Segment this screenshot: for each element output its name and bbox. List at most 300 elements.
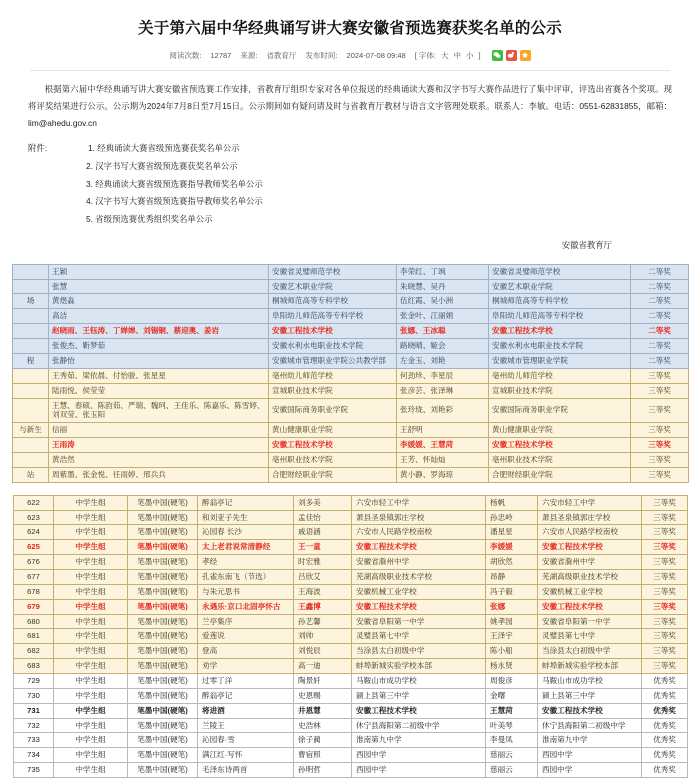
body-paragraph: 根据第六届中华经典诵写讲大赛安徽省预选赛工作安排，省教育厅组织专家对各单位报送的经典诵读大赛和汉字书写大赛作品进行了集中评审，评选出省赛各个奖项。现将评奖结果进行公示。公示期为2024年7月8日至7月15日。公示期间如有疑问请及时与省教育厅教材与语言文字管理处联系。联系人：李敏。电话：0551-62831855，邮箱：lim@ahedu.gov.cn (28, 83, 672, 129)
school-cell: 安徽工程技术学校 (352, 703, 486, 718)
teacher-name-cell: 慈丽云 (486, 763, 538, 778)
category-cell: 笔墨中国(硬笔) (128, 718, 198, 733)
leftcut-cell (13, 279, 49, 294)
school-cell: 安徽省滁州中学 (352, 555, 486, 570)
award-table-1 (12, 264, 689, 483)
leftcut-cell (13, 438, 49, 453)
award-table-2 (13, 495, 688, 778)
table-row (13, 294, 689, 309)
author-name-cell: 徐子蔺 (294, 733, 352, 748)
article-header (0, 0, 700, 71)
author-name-cell: 吕欣艾 (294, 569, 352, 584)
work-title-cell: 爱莲说 (198, 629, 294, 644)
author-name-cell: 刘多美 (294, 495, 352, 510)
author-name-cell: 王鑫博 (294, 599, 352, 614)
group-cell: 中学生组 (54, 629, 128, 644)
participant-names-cell: 张静怡 (49, 353, 269, 368)
school-cell: 西园中学 (352, 748, 486, 763)
participant-unit-cell: 安徽水利水电职业技术学院 (269, 339, 397, 354)
attachment-row-3 (58, 176, 672, 194)
participant-unit-cell: 黄山健康职业学院 (269, 423, 397, 438)
entry-number-cell: 735 (14, 763, 54, 778)
category-cell: 笔墨中国(硬笔) (128, 599, 198, 614)
teacher-school-cell: 灵璧县第七中学 (538, 629, 642, 644)
award-level-cell: 三等奖 (631, 467, 689, 482)
school-cell: 当涂县太白初级中学 (352, 644, 486, 659)
teacher-names-cell: 张娜、王冰聪 (397, 324, 489, 339)
work-title-cell: 兰陵王 (198, 718, 294, 733)
work-title-cell: 醉翁亭记 (198, 495, 294, 510)
participant-names-cell: 王雨涛 (49, 438, 269, 453)
participant-names-cell: 赵晓雨、王钰涛、丁婵婵、刘锡铜、蔡迎奥、姜岩 (49, 324, 269, 339)
share-icon-group[interactable] (492, 50, 531, 61)
teacher-name-cell: 叶美琴 (486, 718, 538, 733)
source-value: 省教育厅 (266, 50, 297, 60)
table-row (14, 584, 688, 599)
table-row (13, 264, 689, 279)
category-cell: 笔墨中国(硬笔) (128, 629, 198, 644)
award-level-cell: 三等奖 (631, 398, 689, 423)
table-row (14, 718, 688, 733)
category-cell: 笔墨中国(硬笔) (128, 495, 198, 510)
group-cell: 中学生组 (54, 659, 128, 674)
award-level-cell: 二等奖 (631, 353, 689, 368)
school-cell: 安徽机械工业学校 (352, 584, 486, 599)
award-level-cell: 三等奖 (642, 495, 688, 510)
participant-unit-cell: 亳州职业技术学院 (269, 452, 397, 467)
teacher-unit-cell: 安徽国际商务职业学院 (489, 398, 631, 423)
teacher-unit-cell: 阜阳幼儿师范高等专科学校 (489, 309, 631, 324)
teacher-school-cell: 蚌埠新城实验学校本部 (538, 659, 642, 674)
award-level-cell: 三等奖 (642, 629, 688, 644)
teacher-name-cell: 李曼凤 (486, 733, 538, 748)
participant-names-cell: 王秀茹、梁依晨、付怡骏、张星星 (49, 368, 269, 383)
wechat-share-icon[interactable] (492, 50, 503, 61)
table-row (13, 339, 689, 354)
table-row (14, 659, 688, 674)
work-title-cell: 登高 (198, 644, 294, 659)
award-level-cell: 二等奖 (631, 309, 689, 324)
author-name-cell: 曹宿照 (294, 748, 352, 763)
table-row (13, 438, 689, 453)
leftcut-cell (13, 452, 49, 467)
teacher-name-cell: 昂静 (486, 569, 538, 584)
category-cell: 笔墨中国(硬笔) (128, 659, 198, 674)
teacher-unit-cell: 宣城职业技术学院 (489, 383, 631, 398)
table-row (14, 569, 688, 584)
award-level-cell: 二等奖 (631, 264, 689, 279)
article-body (0, 81, 700, 254)
leftcut-cell (13, 309, 49, 324)
teacher-school-cell: 西园中学 (538, 763, 642, 778)
teacher-school-cell: 安徽省阜阳第一中学 (538, 614, 642, 629)
award-level-cell: 优秀奖 (642, 748, 688, 763)
participant-unit-cell: 合肥财经职业学院 (269, 467, 397, 482)
school-cell: 六安市人民路学校南校 (352, 525, 486, 540)
work-title-cell: 醉翁亭记 (198, 688, 294, 703)
leftcut-cell: 与新生 (13, 423, 49, 438)
table-row (13, 368, 689, 383)
award-level-cell: 二等奖 (631, 324, 689, 339)
participant-names-cell: 高洁 (49, 309, 269, 324)
table-row (14, 763, 688, 778)
work-title-cell: 将进酒 (198, 703, 294, 718)
work-title-cell: 毛泽东诗两首 (198, 763, 294, 778)
award-level-cell: 三等奖 (642, 569, 688, 584)
award-level-cell: 三等奖 (642, 540, 688, 555)
publish-value: 2024-07-08 09:48 (346, 50, 406, 60)
category-cell: 笔墨中国(硬笔) (128, 644, 198, 659)
author-name-cell: 高一迪 (294, 659, 352, 674)
teacher-school-cell: 马鞍山市成功学校 (538, 673, 642, 688)
group-cell: 中学生组 (54, 718, 128, 733)
entry-number-cell: 678 (14, 584, 54, 599)
school-cell: 安徽工程技术学校 (352, 540, 486, 555)
teacher-unit-cell: 桐城师范高等专科学校 (489, 294, 631, 309)
table-row (14, 510, 688, 525)
teacher-school-cell: 当涂县太白初级中学 (538, 644, 642, 659)
entry-number-cell: 679 (14, 599, 54, 614)
award-level-cell: 优秀奖 (642, 688, 688, 703)
group-cell: 中学生组 (54, 599, 128, 614)
entry-number-cell: 732 (14, 718, 54, 733)
award-level-cell: 三等奖 (631, 423, 689, 438)
table-row (14, 703, 688, 718)
attachment-row-2 (58, 158, 672, 176)
group-cell: 中学生组 (54, 525, 128, 540)
table-row (14, 540, 688, 555)
leftcut-cell (13, 339, 49, 354)
work-title-cell: 满江红·写怀 (198, 748, 294, 763)
font-size-medium-button[interactable]: 中 (453, 50, 462, 60)
teacher-name-cell: 周俊彦 (486, 673, 538, 688)
attachment-row-4 (58, 193, 672, 211)
award-level-cell: 三等奖 (642, 555, 688, 570)
group-cell: 中学生组 (54, 688, 128, 703)
school-cell: 淮南第九中学 (352, 733, 486, 748)
views-value: 12787 (210, 50, 232, 60)
work-title-cell: 沁园春 长沙 (198, 525, 294, 540)
signature: 安徽省教育厅 (561, 239, 612, 250)
teacher-names-cell: 黄小静、罗海琼 (397, 467, 489, 482)
teacher-names-cell: 路晓晴、姬会 (397, 339, 489, 354)
teacher-names-cell: 张玲珑、刘艳彩 (397, 398, 489, 423)
teacher-school-cell: 安徽工程技术学校 (538, 703, 642, 718)
attachment-label: 附件: (28, 143, 48, 154)
school-cell: 安徽工程技术学校 (352, 599, 486, 614)
attachment-item-2[interactable]: 2. 汉字书写大赛省级预选赛获奖名单公示 (86, 160, 238, 171)
table-row (14, 599, 688, 614)
table-row (14, 644, 688, 659)
group-cell: 中学生组 (54, 510, 128, 525)
group-cell: 中学生组 (54, 763, 128, 778)
school-cell: 萧县圣泉镇郭庄学校 (352, 510, 486, 525)
publish-label: 发布时间: (305, 50, 338, 60)
participant-unit-cell: 安徽工程技术学校 (269, 324, 397, 339)
table-row (13, 353, 689, 368)
entry-number-cell: 729 (14, 673, 54, 688)
teacher-school-cell: 安徽工程技术学校 (538, 599, 642, 614)
author-name-cell: 陶景轩 (294, 673, 352, 688)
entry-number-cell: 682 (14, 644, 54, 659)
leftcut-cell: 场 (13, 294, 49, 309)
category-cell: 笔墨中国(硬笔) (128, 673, 198, 688)
entry-number-cell: 731 (14, 703, 54, 718)
font-size-close-bracket: ] (478, 50, 481, 60)
teacher-unit-cell: 亳州幼儿师范学校 (489, 368, 631, 383)
school-cell: 灵璧县第七中学 (352, 629, 486, 644)
teacher-name-cell: 金曙 (486, 688, 538, 703)
leftcut-cell: 站 (13, 467, 49, 482)
teacher-school-cell: 休宁县海阳第二初级中学 (538, 718, 642, 733)
category-cell: 笔墨中国(硬笔) (128, 540, 198, 555)
participant-names-cell: 黄煜淼 (49, 294, 269, 309)
table-row (13, 279, 689, 294)
entry-number-cell: 622 (14, 495, 54, 510)
teacher-unit-cell: 安徽水利水电职业技术学院 (489, 339, 631, 354)
views-label: 阅读次数: (169, 50, 202, 60)
category-cell: 笔墨中国(硬笔) (128, 748, 198, 763)
entry-number-cell: 730 (14, 688, 54, 703)
teacher-school-cell: 淮南第九中学 (538, 733, 642, 748)
entry-number-cell: 683 (14, 659, 54, 674)
teacher-school-cell: 安徽工程技术学校 (538, 540, 642, 555)
author-name-cell: 井恩慧 (294, 703, 352, 718)
teacher-name-cell: 冯子毅 (486, 584, 538, 599)
participant-unit-cell: 亳州幼儿师范学校 (269, 368, 397, 383)
attachment-list (28, 140, 672, 228)
participant-unit-cell: 安徽艺术职业学院 (269, 279, 397, 294)
table-row (14, 733, 688, 748)
participant-unit-cell: 安徽国际商务职业学院 (269, 398, 397, 423)
author-name-cell: 孙明哲 (294, 763, 352, 778)
table-row (14, 555, 688, 570)
participant-unit-cell: 宣城职业技术学院 (269, 383, 397, 398)
teacher-school-cell: 六安市人民路学校南校 (538, 525, 642, 540)
award-level-cell: 优秀奖 (642, 718, 688, 733)
group-cell: 中学生组 (54, 733, 128, 748)
work-title-cell: 过零丁洋 (198, 673, 294, 688)
attachment-item-4[interactable]: 4. 汉字书写大赛省级预选赛指导教师奖名单公示 (86, 196, 263, 207)
work-title-cell: 孔雀东南飞（节选） (198, 569, 294, 584)
teacher-names-cell: 左金玉、刘艳 (397, 353, 489, 368)
award-level-cell: 三等奖 (631, 452, 689, 467)
participant-names-cell: 王慧、春硕、陈韵茹、严瑞、魏珂、王佳乐、陈嘉乐、陈雪婷、刘双莹、张玉阳 (49, 398, 269, 423)
teacher-name-cell: 杨帆 (486, 495, 538, 510)
source-label: 来源: (240, 50, 258, 60)
category-cell: 笔墨中国(硬笔) (128, 688, 198, 703)
school-cell: 西园中学 (352, 763, 486, 778)
category-cell: 笔墨中国(硬笔) (128, 614, 198, 629)
award-level-cell: 优秀奖 (642, 763, 688, 778)
teacher-school-cell: 西园中学 (538, 748, 642, 763)
teacher-names-cell: 何劲珍、李星辰 (397, 368, 489, 383)
award-table-1-container (0, 264, 700, 483)
participant-names-cell: 王颖 (49, 264, 269, 279)
teacher-name-cell: 杨永贤 (486, 659, 538, 674)
award-level-cell: 优秀奖 (642, 703, 688, 718)
attachment-item-5[interactable]: 5. 省级预选赛优秀组织奖名单公示 (86, 213, 213, 224)
entry-number-cell: 624 (14, 525, 54, 540)
leftcut-cell (13, 383, 49, 398)
teacher-unit-cell: 黄山健康职业学院 (489, 423, 631, 438)
award-table-2-container (0, 495, 700, 778)
teacher-name-cell: 王慧菏 (486, 703, 538, 718)
award-level-cell: 二等奖 (631, 294, 689, 309)
table-row (14, 688, 688, 703)
entry-number-cell: 734 (14, 748, 54, 763)
entry-number-cell: 680 (14, 614, 54, 629)
entry-number-cell: 623 (14, 510, 54, 525)
table-row (14, 614, 688, 629)
entry-number-cell: 676 (14, 555, 54, 570)
category-cell: 笔墨中国(硬笔) (128, 763, 198, 778)
teacher-unit-cell: 亳州职业技术学院 (489, 452, 631, 467)
teacher-names-cell: 李荣红、丁飒 (397, 264, 489, 279)
group-cell: 中学生组 (54, 703, 128, 718)
leftcut-cell (13, 398, 49, 423)
participant-unit-cell: 安徽省灵璧师范学校 (269, 264, 397, 279)
table-row (14, 495, 688, 510)
teacher-names-cell: 伍红霞、吴小洲 (397, 294, 489, 309)
teacher-school-cell: 安徽省滁州中学 (538, 555, 642, 570)
school-cell: 芜湖高级职业技术学校 (352, 569, 486, 584)
teacher-school-cell: 颍上县第三中学 (538, 688, 642, 703)
school-cell: 六安市轻工中学 (352, 495, 486, 510)
font-size-switcher[interactable] (415, 50, 481, 61)
teacher-names-cell: 张金叶、江丽娟 (397, 309, 489, 324)
leftcut-cell: 程 (13, 353, 49, 368)
teacher-names-cell: 张彦芸、张泽琳 (397, 383, 489, 398)
school-cell: 安徽省阜阳第一中学 (352, 614, 486, 629)
leftcut-cell (13, 324, 49, 339)
work-title-cell: 永遇乐·京口北固亭怀古 (198, 599, 294, 614)
entry-number-cell: 677 (14, 569, 54, 584)
table-row (13, 383, 689, 398)
font-size-large-button[interactable]: 大 (441, 50, 449, 60)
table-row (13, 452, 689, 467)
teacher-names-cell: 王舒明 (397, 423, 489, 438)
article-meta-bar (30, 50, 670, 71)
group-cell: 中学生组 (54, 584, 128, 599)
teacher-unit-cell: 安徽城市管理职业学院 (489, 353, 631, 368)
school-cell: 休宁县海阳第二初级中学 (352, 718, 486, 733)
award-level-cell: 三等奖 (642, 599, 688, 614)
author-name-cell: 王海波 (294, 584, 352, 599)
participant-names-cell: 信丽 (49, 423, 269, 438)
group-cell: 中学生组 (54, 673, 128, 688)
author-name-cell: 刘帅 (294, 629, 352, 644)
participant-unit-cell: 安徽工程技术学校 (269, 438, 397, 453)
author-name-cell: 王一童 (294, 540, 352, 555)
award-level-cell: 二等奖 (631, 339, 689, 354)
author-name-cell: 孟佳怡 (294, 510, 352, 525)
participant-unit-cell: 安徽城市管理职业学院公共教学部 (269, 353, 397, 368)
teacher-unit-cell: 安徽省灵璧师范学校 (489, 264, 631, 279)
teacher-school-cell: 安徽机械工业学校 (538, 584, 642, 599)
author-name-cell: 刘悦辰 (294, 644, 352, 659)
participant-names-cell: 黄浩然 (49, 452, 269, 467)
work-title-cell: 兰亭集序 (198, 614, 294, 629)
participant-unit-cell: 阜阳幼儿师范高等专科学校 (269, 309, 397, 324)
award-level-cell: 优秀奖 (642, 673, 688, 688)
school-cell: 马鞍山市成功学校 (352, 673, 486, 688)
group-cell: 中学生组 (54, 569, 128, 584)
group-cell: 中学生组 (54, 748, 128, 763)
table-row (13, 324, 689, 339)
work-title-cell: 劝学 (198, 659, 294, 674)
group-cell: 中学生组 (54, 540, 128, 555)
teacher-names-cell: 朱晓慧、吴丹 (397, 279, 489, 294)
leftcut-cell (13, 368, 49, 383)
favorite-star-icon[interactable] (520, 50, 531, 61)
leftcut-cell (13, 264, 49, 279)
font-size-open-bracket: [ 字体: (414, 50, 437, 60)
teacher-unit-cell: 安徽工程技术学校 (489, 438, 631, 453)
award-level-cell: 三等奖 (642, 525, 688, 540)
attachment-item-1[interactable]: 1. 经典诵读大赛省级预选赛获奖名单公示 (88, 143, 240, 154)
group-cell: 中学生组 (54, 555, 128, 570)
attachment-item-3[interactable]: 3. 经典诵读大赛省级预选赛指导教师奖名单公示 (86, 178, 263, 189)
author-name-cell: 戚语涵 (294, 525, 352, 540)
work-title-cell: 孝经 (198, 555, 294, 570)
teacher-name-cell: 姚孝园 (486, 614, 538, 629)
teacher-name-cell: 陈小船 (486, 644, 538, 659)
category-cell: 笔墨中国(硬笔) (128, 525, 198, 540)
font-size-small-button[interactable]: 小 (466, 50, 474, 60)
category-cell: 笔墨中国(硬笔) (128, 510, 198, 525)
weibo-share-icon[interactable] (506, 50, 517, 61)
teacher-names-cell: 王芳、怀灿灿 (397, 452, 489, 467)
table-row (14, 629, 688, 644)
teacher-name-cell: 李媛媛 (486, 540, 538, 555)
attachment-row-5 (58, 211, 672, 229)
award-level-cell: 三等奖 (642, 510, 688, 525)
table-row (13, 309, 689, 324)
teacher-unit-cell: 安徽工程技术学校 (489, 324, 631, 339)
entry-number-cell: 681 (14, 629, 54, 644)
author-name-cell: 时宏雅 (294, 555, 352, 570)
award-level-cell: 三等奖 (631, 368, 689, 383)
teacher-name-cell: 孙忠岭 (486, 510, 538, 525)
author-name-cell: 史浩林 (294, 718, 352, 733)
teacher-name-cell: 王泽宇 (486, 629, 538, 644)
table-row (13, 467, 689, 482)
teacher-unit-cell: 安徽艺术职业学院 (489, 279, 631, 294)
work-title-cell: 沁园春·雪 (198, 733, 294, 748)
table-row (14, 525, 688, 540)
author-name-cell: 史恩赐 (294, 688, 352, 703)
table-row (14, 748, 688, 763)
teacher-school-cell: 芜湖高级职业技术学校 (538, 569, 642, 584)
group-cell: 中学生组 (54, 644, 128, 659)
category-cell: 笔墨中国(硬笔) (128, 733, 198, 748)
teacher-names-cell: 李媛媛、王慧菏 (397, 438, 489, 453)
teacher-school-cell: 萧县圣泉镇郭庄学校 (538, 510, 642, 525)
participant-unit-cell: 桐城师范高等专科学校 (269, 294, 397, 309)
teacher-name-cell: 潘星星 (486, 525, 538, 540)
participant-names-cell: 周紫墨、张金悦、任雨婷、邢兵兵 (49, 467, 269, 482)
award-level-cell: 三等奖 (642, 614, 688, 629)
teacher-name-cell: 胡欣然 (486, 555, 538, 570)
award-level-cell: 二等奖 (631, 279, 689, 294)
participant-names-cell: 陆雨悦、侯莹莹 (49, 383, 269, 398)
work-title-cell: 与朱元思书 (198, 584, 294, 599)
table-row (14, 673, 688, 688)
teacher-name-cell: 张娜 (486, 599, 538, 614)
teacher-name-cell: 慈丽云 (486, 748, 538, 763)
teacher-school-cell: 六安市轻工中学 (538, 495, 642, 510)
